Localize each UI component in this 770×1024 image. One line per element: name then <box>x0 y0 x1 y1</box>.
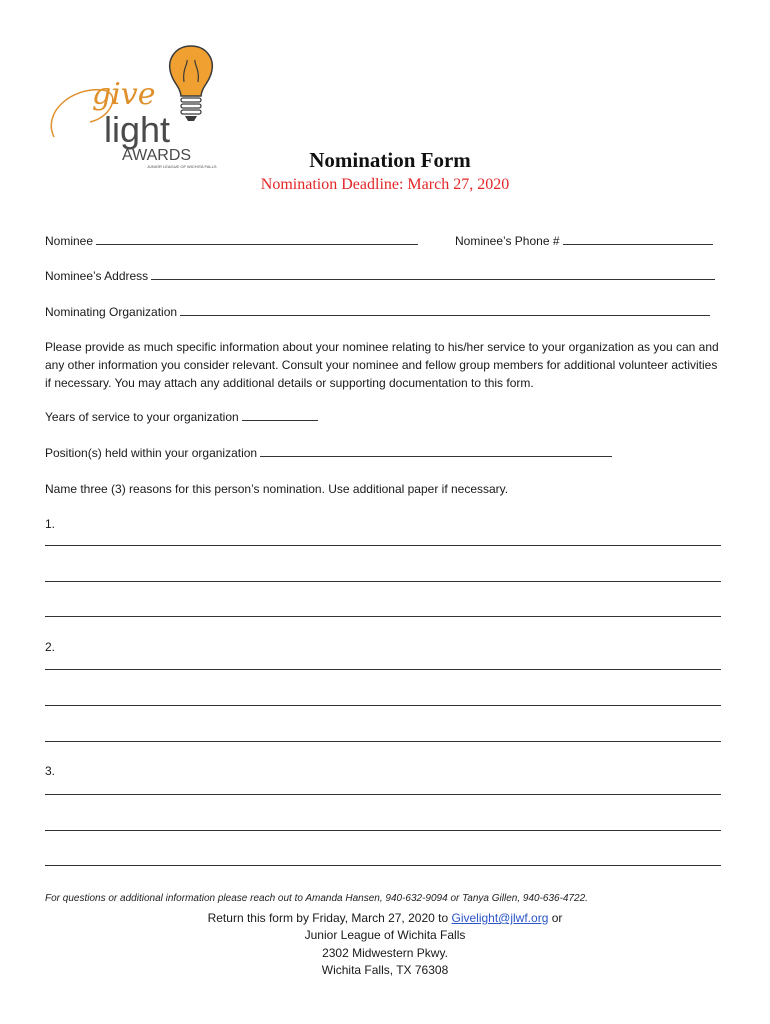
return-instructions <box>0 909 770 927</box>
logo-give-text: give <box>92 77 156 112</box>
positions-held-blank[interactable] <box>260 444 612 457</box>
reason-2-number: 2. <box>45 640 56 654</box>
reason-2-line-2[interactable] <box>45 705 721 706</box>
years-of-service-field[interactable] <box>45 408 318 426</box>
reason-3-line-2[interactable] <box>45 830 721 831</box>
logo-awards-text: AWARDS <box>122 147 192 164</box>
instructions-paragraph: Please provide as much specific information about your nominee relating to his/her service to your organization as you can and any other information you consider relevant. Consult your nominee and fellow group members for additional volunteer activities if necessary. You may attach any additional details or supporting documentation to this form. <box>45 340 719 390</box>
reason-1-line-1[interactable] <box>45 545 721 546</box>
nominee-field[interactable] <box>45 232 418 250</box>
contact-note: For questions or additional information please reach out to Amanda Hansen, 940-632-9094 or Tanya Gillen, 940-636-4722. <box>45 893 588 904</box>
nominee-phone-field[interactable] <box>455 232 713 250</box>
return-suffix: or <box>548 911 563 925</box>
reason-2-line-1[interactable] <box>45 669 721 670</box>
nominee-address-label: Nominee’s Address <box>45 269 149 283</box>
reason-3-number: 3. <box>45 764 56 778</box>
reason-1-line-2[interactable] <box>45 581 721 582</box>
org-name: Junior League of Wichita Falls <box>304 928 466 942</box>
nominating-organization-label: Nominating Organization <box>45 305 178 319</box>
nominee-address-field[interactable] <box>45 267 715 285</box>
years-of-service-label: Years of service to your organization <box>45 410 239 424</box>
nominating-organization-field[interactable] <box>45 303 710 321</box>
years-of-service-blank[interactable] <box>242 408 318 421</box>
reason-1-number: 1. <box>45 517 56 531</box>
nomination-deadline: Nomination Deadline: March 27, 2020 <box>260 176 510 193</box>
reason-1-line-3[interactable] <box>45 616 721 617</box>
form-title: Nomination Form <box>309 148 471 172</box>
positions-held-label: Position(s) held within your organization <box>45 446 258 460</box>
lightbulb-icon <box>170 46 213 121</box>
nominee-phone-blank[interactable] <box>563 232 713 245</box>
city-state-zip: Wichita Falls, TX 76308 <box>321 963 449 977</box>
reason-3-line-1[interactable] <box>45 794 721 795</box>
nominating-organization-blank[interactable] <box>180 303 710 316</box>
logo-light-text: light <box>104 109 171 150</box>
reason-3-line-3[interactable] <box>45 865 721 866</box>
return-prefix: Return this form by Friday, March 27, 2020 to <box>207 911 452 925</box>
return-email-link[interactable]: Givelight@jlwf.org <box>451 911 549 925</box>
positions-held-field[interactable] <box>45 444 612 462</box>
reason-2-line-3[interactable] <box>45 741 721 742</box>
nominee-address-blank[interactable] <box>151 267 715 280</box>
reasons-prompt: Name three (3) reasons for this person’s nomination. Use additional paper if necessary. <box>45 482 509 496</box>
street-address: 2302 Midwestern Pkwy. <box>322 946 448 960</box>
nominee-phone-label: Nominee’s Phone # <box>455 234 560 248</box>
nominee-label: Nominee <box>45 234 94 248</box>
nominee-blank[interactable] <box>96 232 418 245</box>
logo-subtext: JUNIOR LEAGUE OF WICHITA FALLS <box>147 164 217 169</box>
